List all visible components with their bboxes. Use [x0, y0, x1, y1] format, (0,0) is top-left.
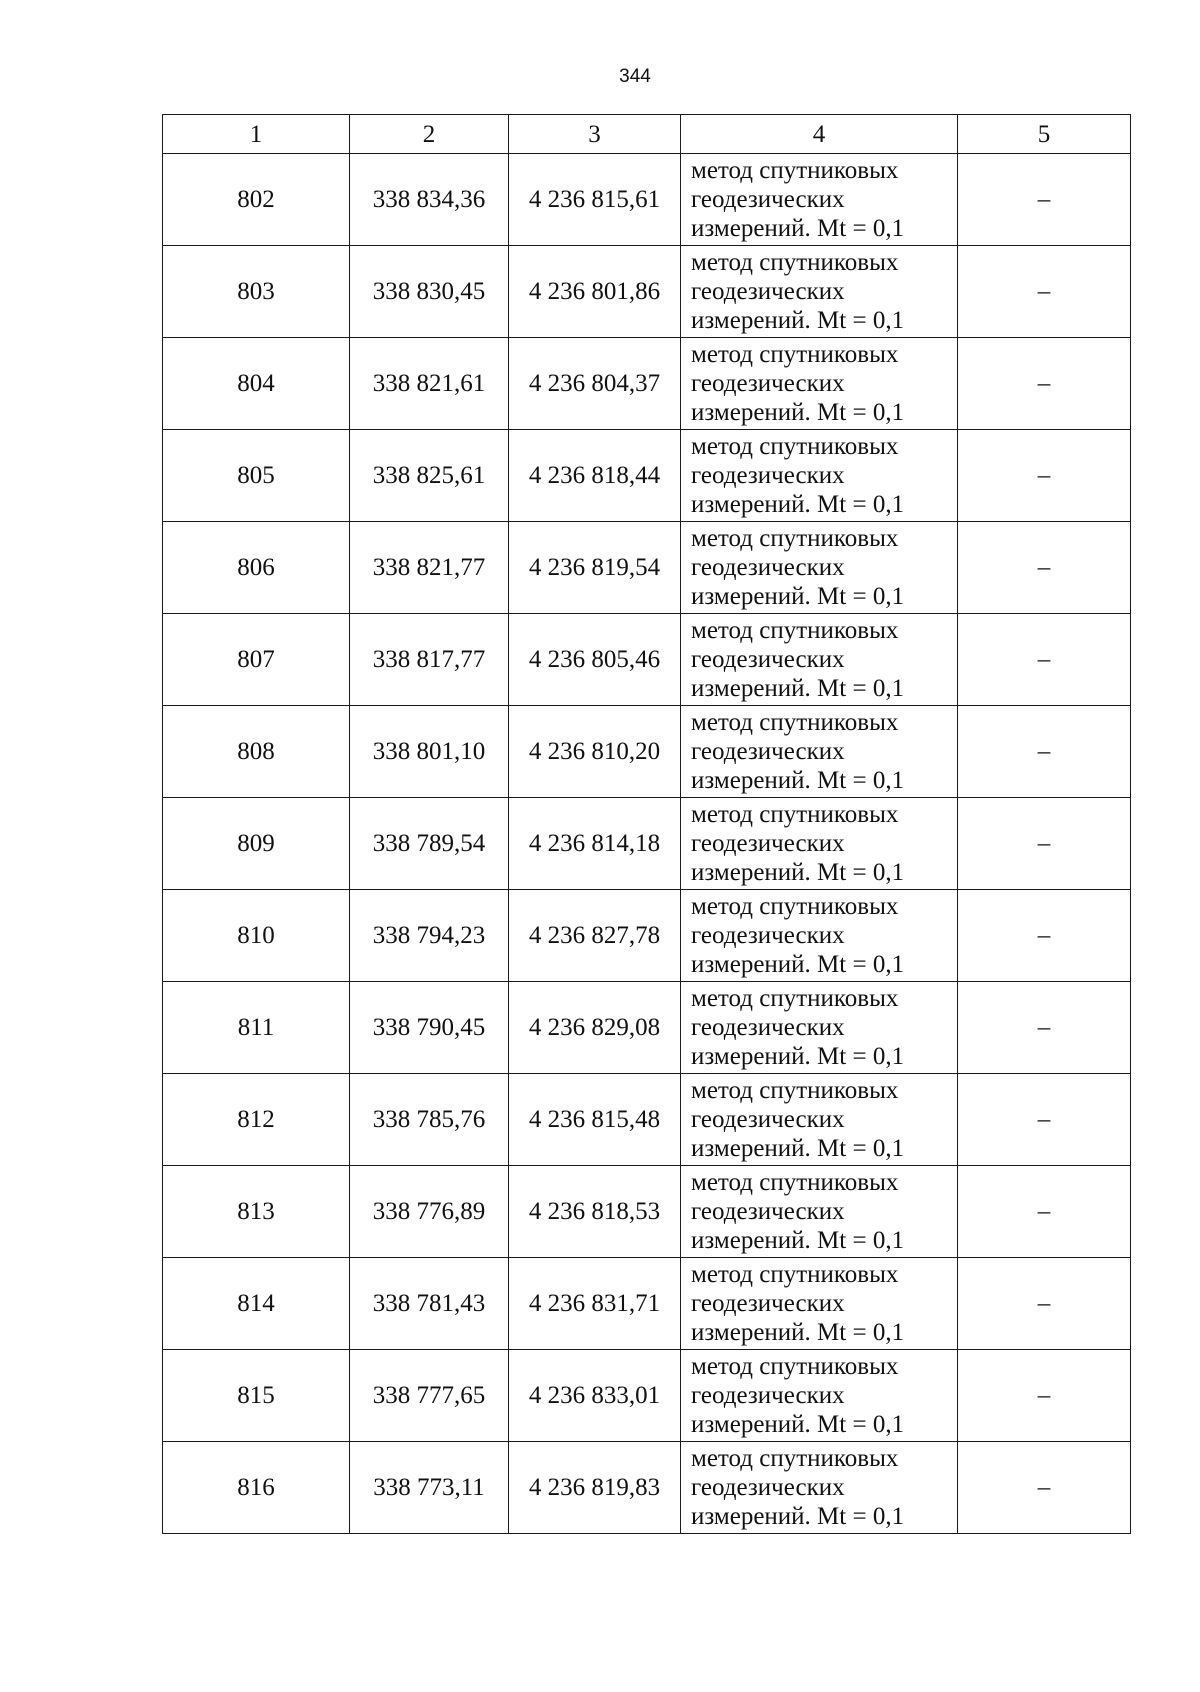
point-id-cell: 815 [163, 1350, 350, 1442]
table-row [163, 154, 1131, 246]
note-cell: – [958, 338, 1131, 430]
x-coordinate-cell: 338 834,36 [350, 154, 509, 246]
y-coordinate-cell: 4 236 833,01 [509, 1350, 681, 1442]
method-cell: метод спутниковых геодезических измерений. Mt = 0,1 [681, 338, 958, 430]
x-coordinate-cell: 338 781,43 [350, 1258, 509, 1350]
y-coordinate-cell: 4 236 814,18 [509, 798, 681, 890]
note-cell: – [958, 1166, 1131, 1258]
point-id-cell: 802 [163, 154, 350, 246]
point-id-cell: 810 [163, 890, 350, 982]
table-row [163, 1166, 1131, 1258]
y-coordinate-cell: 4 236 829,08 [509, 982, 681, 1074]
method-cell: метод спутниковых геодезических измерений. Mt = 0,1 [681, 1166, 958, 1258]
table-row [163, 430, 1131, 522]
note-cell: – [958, 1442, 1131, 1534]
table-row [163, 338, 1131, 430]
method-cell: метод спутниковых геодезических измерений. Mt = 0,1 [681, 798, 958, 890]
method-cell: метод спутниковых геодезических измерений. Mt = 0,1 [681, 1074, 958, 1166]
table-row [163, 246, 1131, 338]
note-cell: – [958, 1350, 1131, 1442]
x-coordinate-cell: 338 776,89 [350, 1166, 509, 1258]
table-row [163, 706, 1131, 798]
x-coordinate-cell: 338 801,10 [350, 706, 509, 798]
method-cell: метод спутниковых геодезических измерений. Mt = 0,1 [681, 1258, 958, 1350]
y-coordinate-cell: 4 236 815,61 [509, 154, 681, 246]
y-coordinate-cell: 4 236 827,78 [509, 890, 681, 982]
x-coordinate-cell: 338 825,61 [350, 430, 509, 522]
note-cell: – [958, 522, 1131, 614]
point-id-cell: 804 [163, 338, 350, 430]
point-id-cell: 805 [163, 430, 350, 522]
method-cell: метод спутниковых геодезических измерений. Mt = 0,1 [681, 246, 958, 338]
table-row [163, 798, 1131, 890]
method-cell: метод спутниковых геодезических измерений. Mt = 0,1 [681, 890, 958, 982]
note-cell: – [958, 154, 1131, 246]
x-coordinate-cell: 338 821,77 [350, 522, 509, 614]
method-cell: метод спутниковых геодезических измерений. Mt = 0,1 [681, 522, 958, 614]
x-coordinate-cell: 338 830,45 [350, 246, 509, 338]
x-coordinate-cell: 338 790,45 [350, 982, 509, 1074]
point-id-cell: 813 [163, 1166, 350, 1258]
y-coordinate-cell: 4 236 805,46 [509, 614, 681, 706]
note-cell: – [958, 982, 1131, 1074]
header-col-2: 2 [350, 115, 509, 154]
y-coordinate-cell: 4 236 815,48 [509, 1074, 681, 1166]
y-coordinate-cell: 4 236 818,53 [509, 1166, 681, 1258]
method-cell: метод спутниковых геодезических измерений. Mt = 0,1 [681, 154, 958, 246]
point-id-cell: 803 [163, 246, 350, 338]
x-coordinate-cell: 338 817,77 [350, 614, 509, 706]
x-coordinate-cell: 338 794,23 [350, 890, 509, 982]
note-cell: – [958, 706, 1131, 798]
x-coordinate-cell: 338 777,65 [350, 1350, 509, 1442]
note-cell: – [958, 614, 1131, 706]
method-cell: метод спутниковых геодезических измерений. Mt = 0,1 [681, 614, 958, 706]
table-header [163, 115, 1131, 154]
point-id-cell: 814 [163, 1258, 350, 1350]
table-row [163, 1258, 1131, 1350]
y-coordinate-cell: 4 236 804,37 [509, 338, 681, 430]
coordinates-table [162, 114, 1131, 1534]
point-id-cell: 809 [163, 798, 350, 890]
method-cell: метод спутниковых геодезических измерений. Mt = 0,1 [681, 706, 958, 798]
table-row [163, 890, 1131, 982]
header-col-4: 4 [681, 115, 958, 154]
header-row [163, 115, 1131, 154]
header-col-1: 1 [163, 115, 350, 154]
note-cell: – [958, 246, 1131, 338]
note-cell: – [958, 1258, 1131, 1350]
point-id-cell: 807 [163, 614, 350, 706]
header-col-3: 3 [509, 115, 681, 154]
method-cell: метод спутниковых геодезических измерений. Mt = 0,1 [681, 430, 958, 522]
page-number: 344 [619, 66, 651, 87]
note-cell: – [958, 1074, 1131, 1166]
point-id-cell: 816 [163, 1442, 350, 1534]
point-id-cell: 806 [163, 522, 350, 614]
note-cell: – [958, 430, 1131, 522]
table-row [163, 522, 1131, 614]
method-cell: метод спутниковых геодезических измерений. Mt = 0,1 [681, 1442, 958, 1534]
method-cell: метод спутниковых геодезических измерений. Mt = 0,1 [681, 982, 958, 1074]
point-id-cell: 808 [163, 706, 350, 798]
point-id-cell: 811 [163, 982, 350, 1074]
point-id-cell: 812 [163, 1074, 350, 1166]
table-row [163, 1074, 1131, 1166]
table-body [163, 154, 1131, 1534]
table-row [163, 614, 1131, 706]
y-coordinate-cell: 4 236 819,54 [509, 522, 681, 614]
table-row [163, 1442, 1131, 1534]
x-coordinate-cell: 338 785,76 [350, 1074, 509, 1166]
y-coordinate-cell: 4 236 818,44 [509, 430, 681, 522]
x-coordinate-cell: 338 773,11 [350, 1442, 509, 1534]
x-coordinate-cell: 338 789,54 [350, 798, 509, 890]
y-coordinate-cell: 4 236 801,86 [509, 246, 681, 338]
table-row [163, 982, 1131, 1074]
y-coordinate-cell: 4 236 810,20 [509, 706, 681, 798]
y-coordinate-cell: 4 236 831,71 [509, 1258, 681, 1350]
header-col-5: 5 [958, 115, 1131, 154]
x-coordinate-cell: 338 821,61 [350, 338, 509, 430]
table-row [163, 1350, 1131, 1442]
method-cell: метод спутниковых геодезических измерений. Mt = 0,1 [681, 1350, 958, 1442]
note-cell: – [958, 798, 1131, 890]
y-coordinate-cell: 4 236 819,83 [509, 1442, 681, 1534]
note-cell: – [958, 890, 1131, 982]
